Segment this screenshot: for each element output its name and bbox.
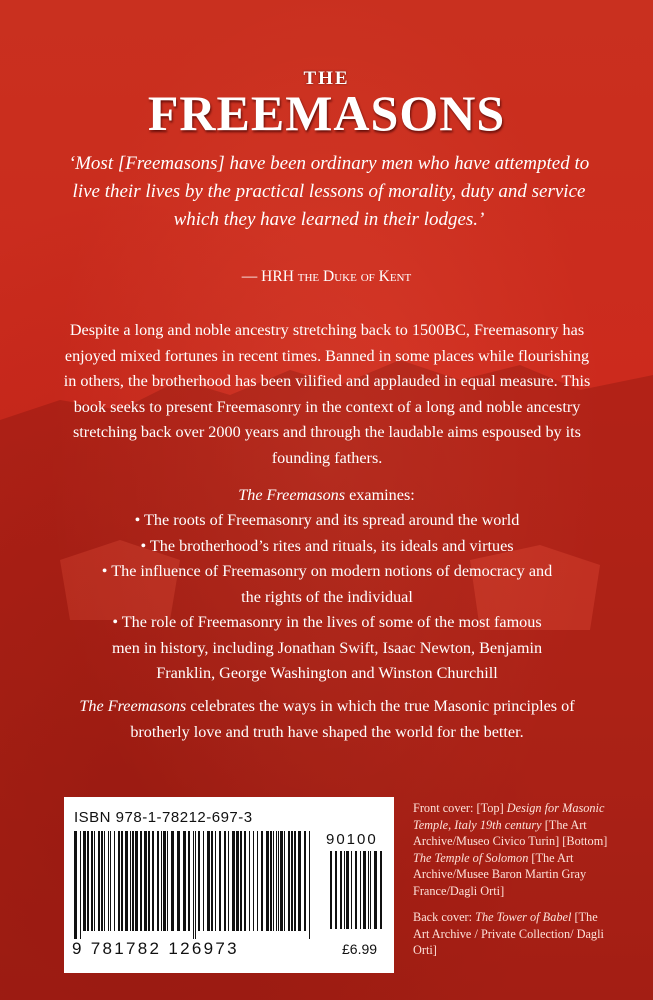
closing-paragraph: The Freemasons celebrates the ways in which the true Masonic principles of brotherly love and truth have shaped the world for the better. [79,697,575,741]
barcode-digits: 9 781782 126973 [72,939,239,958]
book-title: FREEMASONS [147,85,506,141]
examines-list [100,508,554,687]
barcode-icon [74,831,314,939]
price-label: £6.99 [342,941,378,957]
pull-quote: ‘Most [Freemasons] have been ordinary men who have attempted to live their lives by the practical lessons of morality, duty and service which they have learned in their lodges.’ [68,153,590,230]
examines-heading: The Freemasons examines: [238,486,415,504]
list-item: • The brotherhood’s rites and rituals, its ideals and virtues [140,536,514,555]
title-the: THE [303,68,350,89]
isbn-label: ISBN 978-1-78212-697-3 [74,809,253,826]
description-paragraph: Despite a long and noble ancestry stretching back to 1500BC, Freemasonry has enjoyed mixed fortunes in recent times. Banned in some places while flourishing in others, the brotherhood has been vilified and applauded in equal measure. This book seeks to present Freemasonry in the context of a long and noble ancestry stretching back over 2000 years and through the laudable aims espoused by its founding fathers. [63,321,591,467]
quote-attribution: — HRH the Duke of Kent [241,268,412,285]
list-item: • The influence of Freemasonry on modern notions of democracy and the rights of the individual [101,562,553,606]
list-item: • The role of Freemasonry in the lives of some of the most famous men in history, including Jonathan Swift, Isaac Newton, Benjamin Franklin, George Washington and Winston Churchill [111,613,543,682]
back-cover-credit: Back cover: The Tower of Babel [The Art Archive / Private Collection/ Dagli Orti] [413,910,604,957]
front-cover-credit: Front cover: [Top] Design for Masonic Temple, Italy 19th century [The Art Archive/Museo Civico Turin] [Bottom] The Temple of Solomon [The Art Archive/Musee Baron Martin Gray France/Dagli Orti] [413,801,608,898]
addon-barcode-icon [330,851,384,937]
list-item: • The roots of Freemasonry and its spread around the world [134,511,520,529]
addon-code: 90100 [326,831,378,848]
barcode-panel [64,797,394,973]
image-credits [413,800,613,969]
